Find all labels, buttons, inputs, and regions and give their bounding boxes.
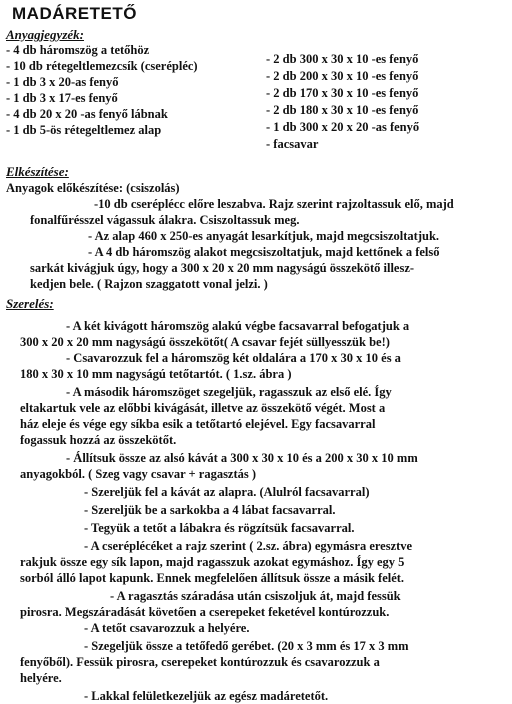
list-item: - 4 db háromszög a tetőhöz: [6, 43, 150, 57]
text-line: - Az alap 460 x 250-es anyagát lesarkítjuk, majd megcsiszoltatjuk.: [88, 229, 440, 243]
text-line: - Tegyük a tetőt a lábakra és rögzítsük facsavarral.: [84, 521, 355, 535]
text-line: rakjuk össze egy sík lapon, majd ragasszuk azokat egymáshoz. Így egy 5: [20, 555, 405, 569]
preparation-heading: Elkészítése:: [6, 164, 69, 179]
text-line: 180 x 30 x 10 mm nagyságú tetőtartót. ( 1.sz. ábra ): [20, 367, 292, 381]
list-item: - 1 db 3 x 17-es fenyő: [6, 91, 118, 105]
list-item: - 1 db 3 x 20-as fenyő: [6, 75, 119, 89]
text-line: fonalfűrésszel vágassuk álakra. Csiszoltassuk meg.: [30, 213, 300, 227]
text-line: - Szereljük be a sarkokba a 4 lábat facsavarral.: [84, 503, 336, 517]
text-line: fenyőből). Fessük pirosra, cserepeket kontúrozzuk és csavarozzuk a: [20, 655, 380, 669]
list-item: - 4 db 20 x 20 -as fenyő lábnak: [6, 107, 168, 121]
text-line: anyagokból. ( Szeg vagy csavar + ragasztás ): [20, 467, 257, 481]
text-line: - A tetőt csavarozzuk a helyére.: [84, 621, 250, 635]
list-item: - 2 db 200 x 30 x 10 -es fenyő: [266, 69, 419, 83]
text-line: - Szegeljük össze a tetőfedő gerébet. (20 x 3 mm és 17 x 3 mm: [84, 639, 409, 653]
materials-heading: Anyagjegyzék:: [6, 27, 84, 42]
text-line: 300 x 20 x 20 mm nagyságú összekötőt( A csavar fejét süllyesszük be!): [20, 335, 390, 349]
materials-left-list: [6, 42, 198, 138]
assembly-heading: Szerelés:: [6, 296, 54, 311]
document-title: MADÁRETETŐ: [12, 4, 137, 23]
materials-right-list: [266, 51, 419, 153]
text-line: pirosra. Megszáradását követően a cserepeket feketével kontúrozzuk.: [20, 605, 390, 619]
list-item: - 1 db 5-ös rétegeltlemez alap: [6, 123, 162, 137]
text-line: - Csavarozzuk fel a háromszög két oldalára a 170 x 30 x 10 és a: [66, 351, 401, 365]
list-item: - 2 db 170 x 30 x 10 -es fenyő: [266, 86, 419, 100]
text-line: Anyagok előkészítése: (csiszolás): [6, 181, 180, 195]
text-line: - Lakkal felületkezeljük az egész madáretetőt.: [84, 689, 329, 703]
list-item: - 2 db 300 x 30 x 10 -es fenyő: [266, 52, 419, 66]
text-line: - A cseréplécéket a rajz szerint ( 2.sz. ábra) egymásra eresztve: [84, 539, 413, 553]
text-line: - A két kivágott háromszög alakú végbe facsavarral befogatjuk a: [66, 319, 410, 333]
text-line: - A 4 db háromszög alakot megcsiszoltatjuk, majd kettőnek a felső: [88, 245, 440, 259]
list-item: - 2 db 180 x 30 x 10 -es fenyő: [266, 103, 419, 117]
list-item: - 10 db rétegeltlemezcsík (cserépléc): [6, 59, 198, 73]
text-line: sorból álló lapot kapunk. Ennek megfelelően állítsuk össze a másik felét.: [20, 571, 405, 585]
text-line: helyére.: [20, 671, 62, 685]
text-line: - Szereljük fel a kávát az alapra. (Alulról facsavarral): [84, 485, 370, 499]
text-line: kedjen bele. ( Rajzon szaggatott vonal jelzi. ): [30, 277, 268, 291]
text-line: fogassuk hozzá az összekötőt.: [20, 433, 177, 447]
list-item: - facsavar: [266, 137, 319, 151]
text-line: sarkát kivágjuk úgy, hogy a 300 x 20 x 20 mm nagyságú összekötő illesz-: [30, 261, 415, 275]
text-line: ház eleje és vége egy síkba esik a tetőtartó elejével. Egy facsavarral: [20, 417, 376, 431]
text-line: - Állítsuk össze az alsó kávát a 300 x 30 x 10 és a 200 x 30 x 10 mm: [66, 451, 418, 465]
text-line: -10 db cseréplécc előre leszabva. Rajz szerint rajzoltassuk elő, majd: [94, 197, 454, 211]
text-line: eltakartuk vele az előbbi kivágását, illetve az összekötő végét. Most a: [20, 401, 386, 415]
text-line: - A ragasztás száradása után csiszoljuk át, majd fessük: [110, 589, 401, 603]
list-item: - 1 db 300 x 20 x 20 -as fenyő: [266, 120, 420, 134]
text-line: - A második háromszöget szegeljük, ragasszuk az első elé. Így: [66, 385, 392, 399]
